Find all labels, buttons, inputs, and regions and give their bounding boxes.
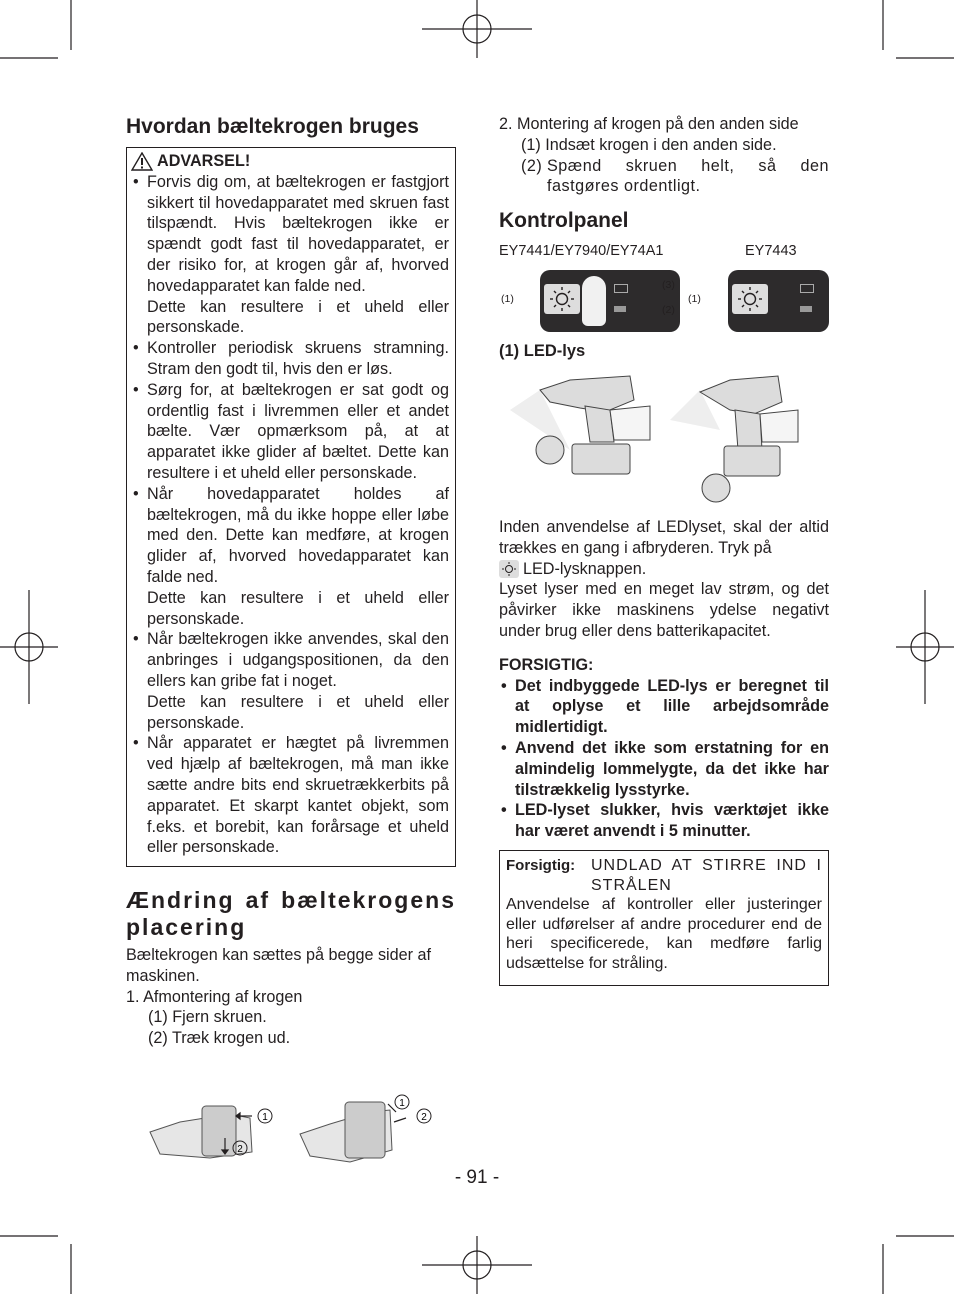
led-light-icon	[544, 284, 580, 314]
control-panel-b	[728, 270, 829, 332]
step-2-a: (1) Indsæt krogen i den anden side.	[521, 135, 777, 154]
caution-item: • LED-lyset slukker, hvis værktøjet ikke har været anvendt i 5 minutter.	[501, 801, 829, 841]
warning-heading	[131, 151, 449, 172]
led-button-icon	[499, 560, 519, 578]
step-1-a: (1) Fjern skruen.	[148, 1008, 267, 1027]
callout-3: (3)	[662, 279, 675, 291]
section-title-belt-hook: Hvordan bæltekrogen bruges	[126, 115, 419, 138]
warning-text: Kontroller periodisk skruens stramning. Stram den godt til, hvis den er løs.	[147, 339, 449, 378]
caution-box-head-2: STRÅLEN	[591, 876, 672, 894]
step-2-b-number: (2)	[521, 156, 543, 175]
led-heading: (1) LED-lys	[499, 342, 586, 360]
callout-1: (1)	[688, 293, 701, 305]
caution-box-text: Anvendelse af kontroller eller justeringer eller udførelser af andre procedurer end de heri specificerede, kan medføre farlig udsættelse for stråling.	[506, 896, 822, 972]
key-lock-icon	[614, 306, 626, 312]
step-2: 2. Montering af krogen på den anden side	[499, 115, 799, 133]
left-column	[126, 114, 456, 1049]
step-2-b	[499, 156, 829, 198]
figure-label-2: 2	[237, 1144, 243, 1155]
warning-text: Sørg for, at bæltekrogen er sat godt og ordentlig fast i livremmen eller et andet bælte. Vær opmærksom på, at at apparatet ikke glider af bæltet. Dette kan resultere i et uheld eller personskade.	[147, 380, 449, 482]
section-title-control-panel: Kontrolpanel	[499, 209, 629, 233]
led-paragraph-1-end: LED-lysknappen.	[523, 559, 647, 578]
led-paragraph-2: Lyset lyser med en meget lav strøm, og det påvirker ikke maskinens ydelse negativt under brug eller dens batterikapacitet.	[499, 580, 829, 640]
radiation-caution-box	[499, 850, 829, 986]
led-illustration	[510, 370, 820, 508]
page-number: - 91 -	[454, 1167, 500, 1188]
caution-item: • Anvend det ikke som erstatning for en almindelig lommelygte, da det ikke har tilstrækkelig lysstyrke.	[501, 738, 829, 799]
caution-text: Det indbyggede LED-lys er beregnet til at oplyse et lille arbejdsområde midlertidigt.	[515, 676, 829, 737]
warning-item: • Kontroller periodisk skruens stramning. Stram den godt til, hvis den er løs.	[133, 339, 449, 378]
warning-text: Dette kan resultere i et uheld eller personskade.	[147, 588, 449, 628]
belt-hook-figure	[140, 1092, 450, 1172]
callout-2: (2)	[662, 304, 675, 316]
figure-label-1: 1	[262, 1112, 268, 1123]
warning-item: • Når bæltekrogen ikke anvendes, skal den anbringes i udgangspositionen, da den ellers kan gribe fat i noget.	[133, 630, 449, 690]
caution-text: Anvend det ikke som erstatning for en almindelig lommelygte, da det ikke har tilstrækkelig lysstyrke.	[515, 738, 829, 799]
caution-box-heading	[506, 856, 822, 876]
model-label-a: EY7441/EY7940/EY74A1	[499, 243, 664, 259]
step-1: 1. Afmontering af krogen	[126, 987, 303, 1006]
battery-icon	[800, 284, 814, 293]
warning-item: • Forvis dig om, at bæltekrogen er fastgjort sikkert til hovedapparatet med skruen fast tilspændt. Hvis bæltekrogen ikke er spændt godt fast til hovedapparatet, er der risiko for, at krogen går af, hvorved hovedapparatet kan falde ned.	[133, 172, 449, 295]
caution-item: • Det indbyggede LED-lys er beregnet til at oplyse et lille arbejdsområde midlertidigt.	[501, 676, 829, 737]
led-paragraph-1: Inden anvendelse af LEDlyset, skal der altid trækkes en gang i afbryderen. Tryk på	[499, 518, 829, 557]
warning-icon	[131, 152, 153, 171]
led-button[interactable]	[732, 284, 768, 314]
caution-box-label: Forsigtig:	[506, 857, 576, 874]
warning-item: • Sørg for, at bæltekrogen er sat godt og ordentlig fast i livremmen eller et andet bælte. Vær opmærksom på, at at apparatet ikke glider af bæltet. Dette kan resultere i et uheld eller personskade.	[133, 380, 449, 482]
figure-label-1: 1	[399, 1098, 405, 1109]
warning-item: • Når apparatet er hægtet på livremmen ved hjælp af bæltekrogen, må man ikke sætte andre bits end skruetrækkerbits på apparatet. Et skarpt kantet objekt, som f.eks. et borebit, kan forårsage et uheld eller personskade.	[133, 734, 449, 857]
warning-title: ADVARSEL!	[157, 152, 251, 170]
battery-icon	[614, 284, 628, 293]
forward-reverse-switch[interactable]	[582, 276, 606, 326]
led-description	[499, 517, 829, 842]
warning-text: Dette kan resultere i et uheld eller personskade.	[147, 692, 449, 732]
relocation-intro: Bæltekrogen kan sættes på begge sider af maskinen.	[126, 946, 432, 985]
warning-text: Forvis dig om, at bæltekrogen er fastgjort sikkert til hovedapparatet med skruen fast tilspændt. Hvis bæltekrogen ikke er spændt godt fast til hovedapparatet, er der risiko for, at krogen går af, hvorved hovedapparatet kan falde ned.	[147, 172, 449, 295]
key-lock-icon	[800, 306, 812, 312]
section-title-relocation: Ændring af bæltekrogens placering	[126, 887, 456, 941]
model-label-b: EY7443	[745, 243, 797, 259]
caution-heading: FORSIGTIG:	[499, 655, 594, 674]
warning-item: • Når hovedapparatet holdes af bæltekrogen, må du ikke hoppe eller løbe med den. Dette kan medføre, at krogen glider af, hvorved hovedapparatet kan falde ned.	[133, 484, 449, 586]
control-panel-a	[540, 270, 680, 332]
right-column	[499, 114, 829, 234]
warning-box	[126, 147, 456, 867]
led-button[interactable]	[544, 284, 580, 314]
warning-text: Når apparatet er hægtet på livremmen ved hjælp af bæltekrogen, må man ikke sætte andre bits end skruetrækkerbits på apparatet. Et skarpt kantet objekt, som f.eks. et borebit, kan forårsage et uheld eller personskade.	[147, 734, 449, 857]
caution-box-head-1: UNDLAD AT STIRRE IND I	[591, 857, 822, 874]
step-1-b: (2) Træk krogen ud.	[148, 1029, 291, 1048]
callout-1: (1)	[501, 293, 514, 305]
led-light-icon	[732, 284, 768, 314]
warning-text: Når bæltekrogen ikke anvendes, skal den anbringes i udgangspositionen, da den ellers kan gribe fat i noget.	[147, 630, 449, 690]
caution-text: LED-lyset slukker, hvis værktøjet ikke har været anvendt i 5 minutter.	[515, 801, 829, 841]
step-2-b-text: Spænd skruen helt, så den fastgøres ordentligt.	[547, 156, 829, 196]
led-paragraph-1-tail	[499, 559, 829, 580]
figure-label-2: 2	[421, 1112, 427, 1123]
warning-text: Når hovedapparatet holdes af bæltekrogen, må du ikke hoppe eller løbe med den. Dette kan medføre, at krogen glider af, hvorved hovedapparatet kan falde ned.	[147, 484, 449, 586]
warning-text: Dette kan resultere i et uheld eller personskade.	[147, 297, 449, 337]
